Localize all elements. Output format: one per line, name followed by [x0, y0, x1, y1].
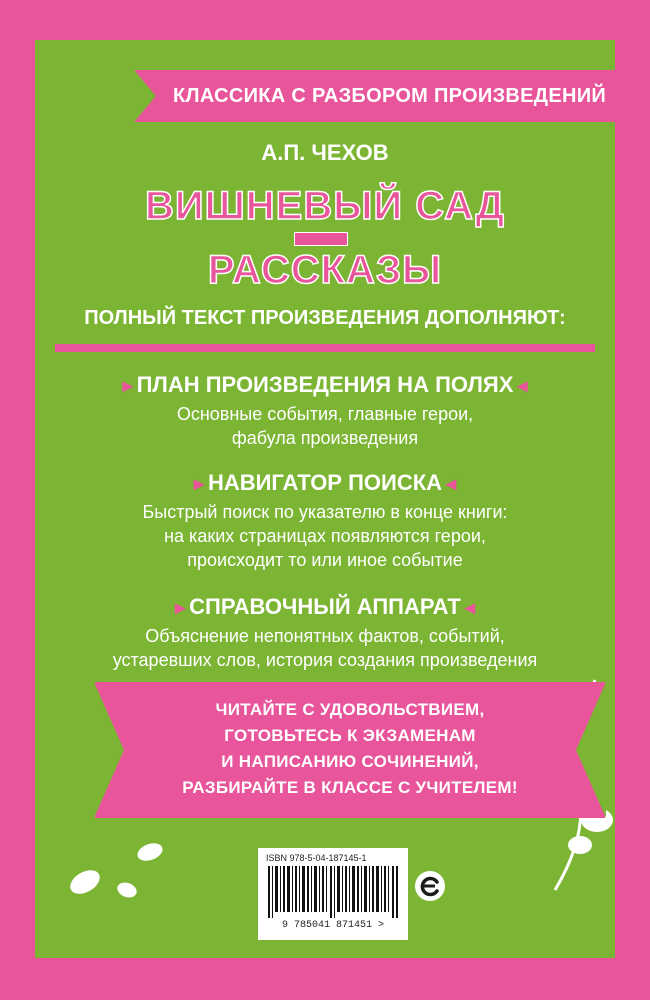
banner-notch: [134, 70, 156, 122]
petal-left-3: [115, 880, 139, 900]
feature-desc-reference-line2: устаревших слов, история создания произведения: [112, 650, 538, 670]
author-name: А.П. ЧЕХОВ: [261, 140, 389, 165]
cta-line-2: ГОТОВЬТЕСЬ К ЭКЗАМЕНАМ: [224, 726, 476, 745]
barcode-digits: 9 785041 871451 >: [281, 920, 385, 931]
feature-desc-navigator-line1: Быстрый поиск по указателю в конце книги:: [142, 502, 508, 522]
petal-left-2: [135, 840, 165, 864]
book-title-line1: ВИШНЕВЫЙ САД: [144, 184, 506, 228]
feature-heading-reference: [0, 594, 650, 620]
isbn-number: ISBN 978-5-04-187145-1: [266, 853, 367, 863]
chevron-right-icon: ◂: [446, 473, 457, 495]
feature-desc-plan-line2: фабула произведения: [231, 428, 419, 448]
book-title-line2: РАССКАЗЫ: [207, 248, 443, 292]
chevron-right-icon: ◂: [517, 375, 528, 397]
series-banner: [135, 70, 650, 122]
call-to-action-box: [95, 682, 605, 818]
cta-line-1: ЧИТАЙТЕ С УДОВОЛЬСТВИЕМ,: [215, 700, 485, 719]
feature-heading-text: ПЛАН ПРОИЗВЕДЕНИЯ НА ПОЛЯХ: [136, 372, 514, 397]
feature-desc-navigator-line2: на каких страницах появляются герои,: [164, 526, 486, 546]
feature-desc-navigator-line3: происходит то или иное событие: [187, 550, 463, 570]
cta-line-4: РАЗБИРАЙТЕ В КЛАССЕ С УЧИТЕЛЕМ!: [182, 778, 518, 797]
petal-left-1: [66, 865, 104, 898]
chevron-right-icon: ◂: [464, 597, 475, 619]
feature-heading-text: НАВИГАТОР ПОИСКА: [207, 470, 443, 495]
barcode-label: [258, 848, 408, 940]
green-panel: [35, 40, 615, 958]
series-banner-text: КЛАССИКА С РАЗБОРОМ ПРОИЗВЕДЕНИЙ: [173, 85, 607, 107]
cta-line-3: И НАПИСАНИЮ СОЧИНЕНИЙ,: [221, 752, 479, 771]
feature-heading-navigator: [0, 470, 650, 496]
chevron-left-icon: ▸: [175, 597, 186, 619]
petals-decoration: [35, 40, 615, 958]
title-dash: [294, 232, 348, 246]
feature-desc-plan-line1: Основные события, главные герои,: [176, 404, 474, 424]
feature-desc-reference-line1: Объяснение непонятных фактов, событий,: [145, 626, 505, 646]
feature-heading-plan: [0, 372, 650, 398]
pink-divider: [55, 344, 595, 352]
supplement-heading: ПОЛНЫЙ ТЕКСТ ПРОИЗВЕДЕНИЯ ДОПОЛНЯЮТ:: [84, 307, 566, 329]
petal-right-2: [568, 836, 592, 854]
chevron-left-icon: ▸: [193, 473, 204, 495]
publisher-logo-icon: [414, 870, 446, 902]
chevron-left-icon: ▸: [122, 375, 133, 397]
barcode-icon: [268, 866, 398, 918]
feature-heading-text: СПРАВОЧНЫЙ АППАРАТ: [189, 594, 461, 619]
